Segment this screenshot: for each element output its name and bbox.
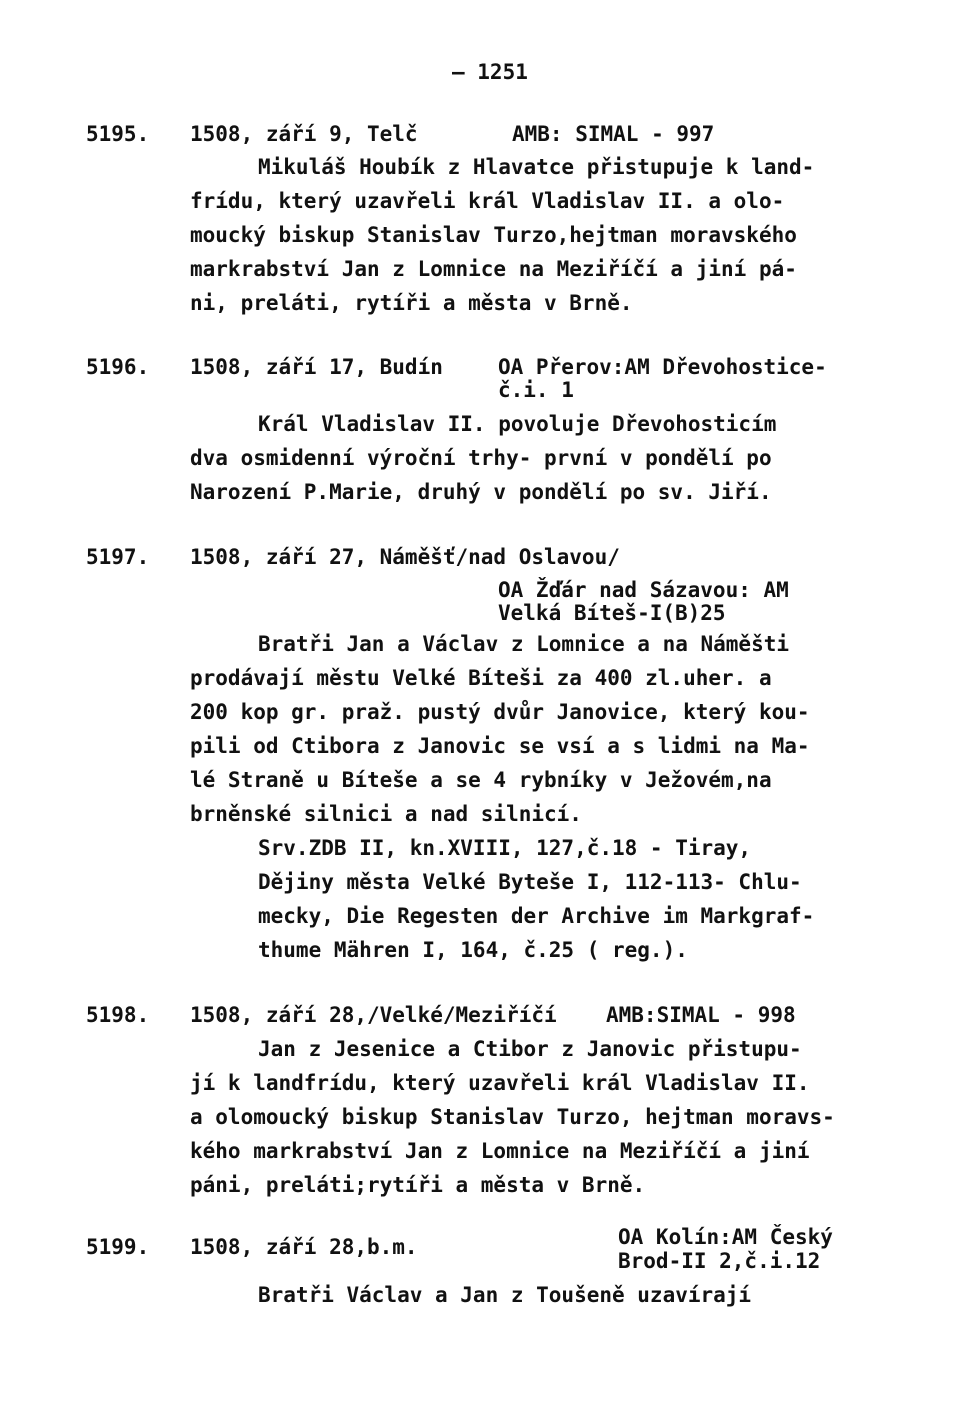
entry-number: 5197. [86,545,150,569]
text-line: brněnské silnici a nad silnicí. [190,802,582,826]
text-line: moucký biskup Stanislav Turzo,hejtman moravského [190,223,797,247]
entry-header: 1508, září 28,b.m. [190,1235,418,1259]
entry-source-line: OA Kolín:AM Český [618,1225,833,1249]
text-line: jí k landfrídu, který uzavřeli král Vladislav II. [190,1071,810,1095]
entry-source-line: Brod-II 2,č.i.12 [618,1249,821,1273]
entry-source-line: OA Přerov:AM Dřevohostice- [498,355,827,379]
reference-line: thume Mähren I, 164, č.25 ( reg.). [258,938,688,962]
entry-header: 1508, září 17, Budín [190,355,443,379]
entry-number: 5199. [86,1235,150,1259]
reference-line: Srv.ZDB II, kn.XVIII, 127,č.18 - Tiray, [258,836,752,860]
entry-header: 1508, září 27, Náměšť/nad Oslavou/ [190,545,620,569]
text-line: 200 kop gr. praž. pustý dvůr Janovice, který kou- [190,700,810,724]
entry-header: 1508, září 28,/Velké/Meziříčí [190,1003,557,1027]
reference-line: mecky, Die Regesten der Archive im Markgraf- [258,904,815,928]
text-line: Bratři Václav a Jan z Toušeně uzavírají [258,1283,752,1307]
entry-source-line: Velká Bíteš-I(B)25 [498,601,726,625]
text-line: frídu, který uzavřeli král Vladislav II. a olo- [190,189,785,213]
text-line: Král Vladislav II. povoluje Dřevohosticím [258,412,777,436]
text-line: dva osmidenní výroční trhy- první v pondělí po [190,446,772,470]
page-number: – 1251 [452,60,528,84]
entry-number: 5198. [86,1003,150,1027]
entry-header: 1508, září 9, Telč [190,122,418,146]
text-line: Mikuláš Houbík z Hlavatce přistupuje k land- [258,155,815,179]
text-line: lé Straně u Bíteše a se 4 rybníky v Ježovém,na [190,768,772,792]
entry-number: 5196. [86,355,150,379]
reference-line: Dějiny města Velké Byteše I, 112-113- Chlu- [258,870,802,894]
text-line: markrabství Jan z Lomnice na Meziříčí a jiní pá- [190,257,797,281]
text-line: a olomoucký biskup Stanislav Turzo, hejtman moravs- [190,1105,835,1129]
entry-source-line: č.i. 1 [498,378,574,402]
text-line: Narození P.Marie, druhý v pondělí po sv. Jiří. [190,480,772,504]
text-line: Bratři Jan a Václav z Lomnice a na Náměšti [258,632,790,656]
text-line: páni, preláti;rytíři a města v Brně. [190,1173,646,1197]
text-line: prodávají městu Velké Bíteši za 400 zl.uher. a [190,666,772,690]
entry-source: AMB:SIMAL - 998 [606,1003,796,1027]
text-line: ni, preláti, rytíři a města v Brně. [190,291,633,315]
text-line: kého markrabství Jan z Lomnice na Meziříčí a jiní [190,1139,810,1163]
entry-source-line: OA Žďár nad Sázavou: AM [498,578,789,602]
entry-source: AMB: SIMAL - 997 [512,122,715,146]
entry-number: 5195. [86,122,150,146]
text-line: Jan z Jesenice a Ctibor z Janovic přistupu- [258,1037,802,1061]
text-line: pili od Ctibora z Janovic se vsí a s lidmi na Ma- [190,734,810,758]
